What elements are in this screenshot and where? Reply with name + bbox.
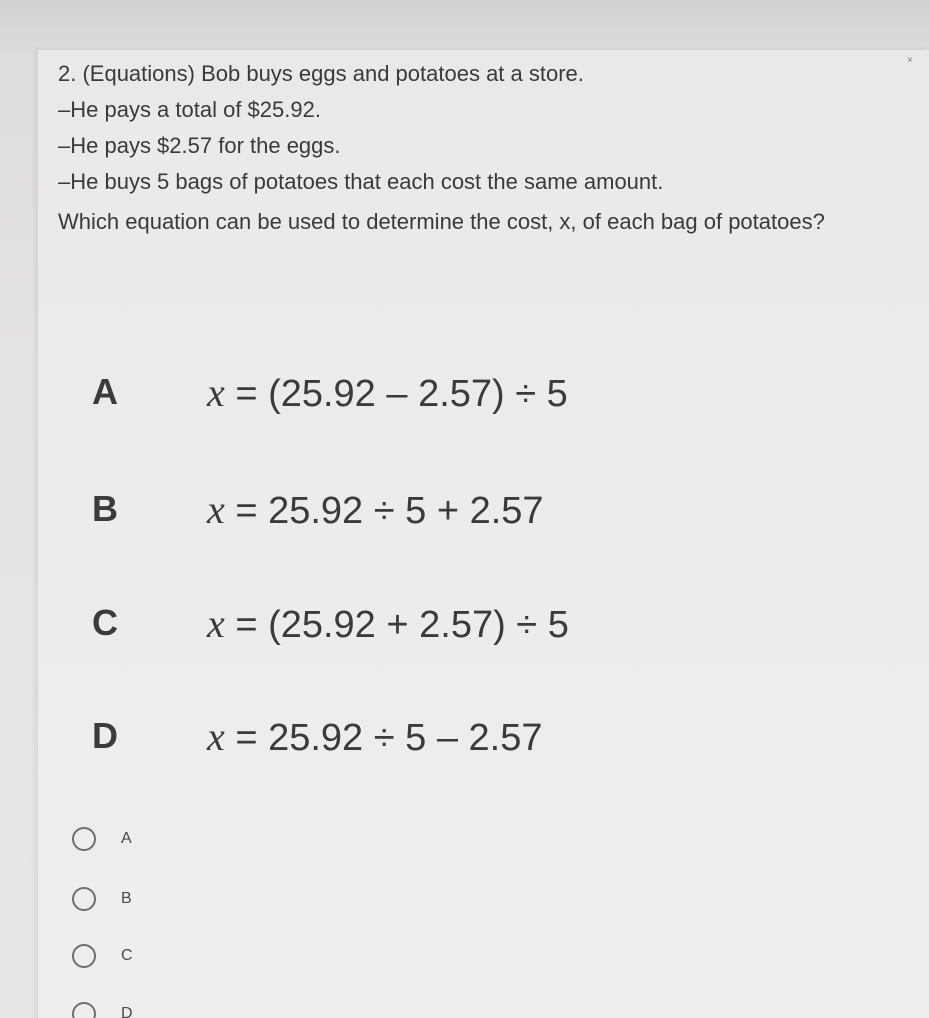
radio-label: D — [121, 1005, 133, 1018]
radio-button[interactable] — [72, 887, 96, 911]
radio-label: B — [121, 890, 132, 907]
radio-option-b[interactable] — [72, 882, 132, 916]
equation-expression: = (25.92 + 2.57) ÷ 5 — [224, 603, 569, 646]
radio-option-c[interactable] — [72, 939, 133, 973]
choice-letter: C — [92, 602, 118, 643]
equation-variable: x — [207, 486, 225, 532]
radio-label: C — [121, 947, 133, 964]
equation-expression: = 25.92 ÷ 5 + 2.57 — [224, 489, 544, 532]
choice-letter: B — [92, 488, 118, 529]
equation-expression: = 25.92 ÷ 5 – 2.57 — [224, 716, 543, 759]
question-line-3: –He buys 5 bags of potatoes that each cost the same amount. — [58, 169, 664, 194]
radio-button[interactable] — [72, 944, 96, 968]
radio-button[interactable] — [72, 1002, 96, 1018]
equation-expression: = (25.92 – 2.57) ÷ 5 — [224, 372, 568, 415]
radio-label: A — [121, 830, 132, 847]
question-line-1: –He pays a total of $25.92. — [58, 97, 321, 122]
equation-variable: x — [207, 600, 225, 646]
question-prompt: Which equation can be used to determine the cost, x, of each bag of potatoes? — [58, 209, 825, 234]
question-title: 2. (Equations) Bob buys eggs and potatoes at a store. — [58, 61, 584, 86]
choice-equation — [207, 486, 544, 533]
question-text — [58, 56, 878, 242]
choice-equation — [207, 713, 542, 760]
choice-b — [92, 484, 544, 534]
choice-a — [92, 367, 568, 417]
choice-equation — [207, 600, 569, 647]
choice-d — [92, 711, 542, 761]
radio-option-a[interactable] — [72, 822, 132, 856]
choice-c — [92, 598, 569, 648]
question-line-2: –He pays $2.57 for the eggs. — [58, 133, 341, 158]
choice-equation — [207, 369, 568, 416]
radio-button[interactable] — [72, 827, 96, 851]
close-icon[interactable]: × — [907, 55, 913, 66]
equation-variable: x — [207, 369, 225, 415]
equation-variable: x — [207, 713, 225, 759]
choice-letter: A — [92, 371, 118, 412]
radio-option-d[interactable] — [72, 997, 133, 1018]
choice-letter: D — [92, 715, 118, 756]
